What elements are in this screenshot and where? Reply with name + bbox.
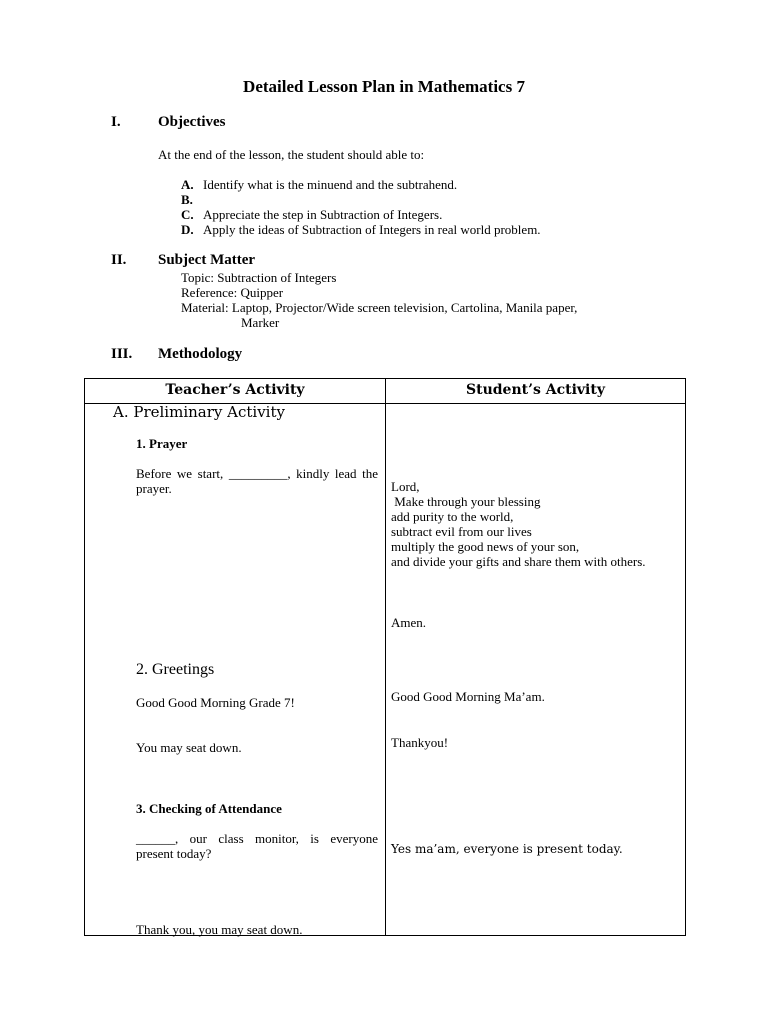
page-title: Detailed Lesson Plan in Mathematics 7 — [243, 77, 525, 96]
objective-d — [181, 222, 541, 237]
seat-teacher-text: You may seat down. — [136, 740, 242, 755]
methodology-table — [84, 378, 686, 936]
column-divider — [385, 379, 386, 935]
amen-text: Amen. — [391, 615, 427, 630]
prayer-line-3: add purity to the world, — [391, 509, 514, 524]
seat-student-text: Thankyou! — [391, 735, 449, 750]
prayer-line-5: multiply the good news of your son, — [391, 539, 580, 554]
subject-topic: Topic: Subtraction of Integers — [181, 270, 337, 285]
greetings-heading: 2. Greetings — [136, 661, 215, 678]
objective-text: Appreciate the step in Subtraction of Integers. — [203, 207, 443, 222]
section-2-heading: Subject Matter — [158, 252, 256, 268]
prayer-heading: 1. Prayer — [136, 436, 188, 451]
section-1-numeral: I. — [111, 114, 121, 130]
attendance-student-text: Yes ma’am, everyone is present today. — [391, 842, 623, 856]
thanks-teacher-text: Thank you, you may seat down. — [136, 922, 303, 937]
attendance-heading: 3. Checking of Attendance — [136, 801, 282, 816]
greet-student-text: Good Good Morning Ma’am. — [391, 689, 545, 704]
prayer-line-2: Make through your blessing — [391, 494, 541, 509]
student-activity-header: Student’s Activity — [466, 382, 605, 398]
prayer-line-4: subtract evil from our lives — [391, 524, 532, 539]
section-2-numeral: II. — [111, 252, 127, 268]
preliminary-activity-heading: A. Preliminary Activity — [113, 403, 285, 421]
subject-material-cont: Marker — [241, 315, 280, 330]
objective-letter: D. — [181, 222, 194, 237]
section-3-numeral: III. — [111, 346, 133, 362]
section-3-heading: Methodology — [158, 346, 243, 362]
attendance-teacher-text: ______, our class monitor, is everyone present today? — [136, 831, 378, 861]
prayer-line-1: Lord, — [391, 479, 420, 494]
subject-material: Material: Laptop, Projector/Wide screen television, Cartolina, Manila paper, — [181, 300, 578, 315]
teacher-activity-header: Teacher’s Activity — [165, 382, 305, 398]
objective-c — [181, 207, 442, 222]
section-1-heading: Objectives — [158, 114, 226, 130]
objective-letter: B. — [181, 192, 193, 207]
objective-b — [181, 192, 203, 207]
objective-a — [181, 177, 457, 192]
objective-letter: C. — [181, 207, 194, 222]
objective-text: Identify what is the minuend and the subtrahend. — [203, 177, 458, 192]
objective-text: Apply the ideas of Subtraction of Integers in real world problem. — [203, 222, 541, 237]
prayer-line-6: and divide your gifts and share them with others. — [391, 554, 646, 569]
objectives-intro: At the end of the lesson, the student should able to: — [158, 147, 425, 162]
greet-teacher-text: Good Good Morning Grade 7! — [136, 695, 295, 710]
subject-reference: Reference: Quipper — [181, 285, 284, 300]
prayer-teacher-text: Before we start, _________, kindly lead the prayer. — [136, 466, 378, 496]
objective-letter: A. — [181, 177, 194, 192]
